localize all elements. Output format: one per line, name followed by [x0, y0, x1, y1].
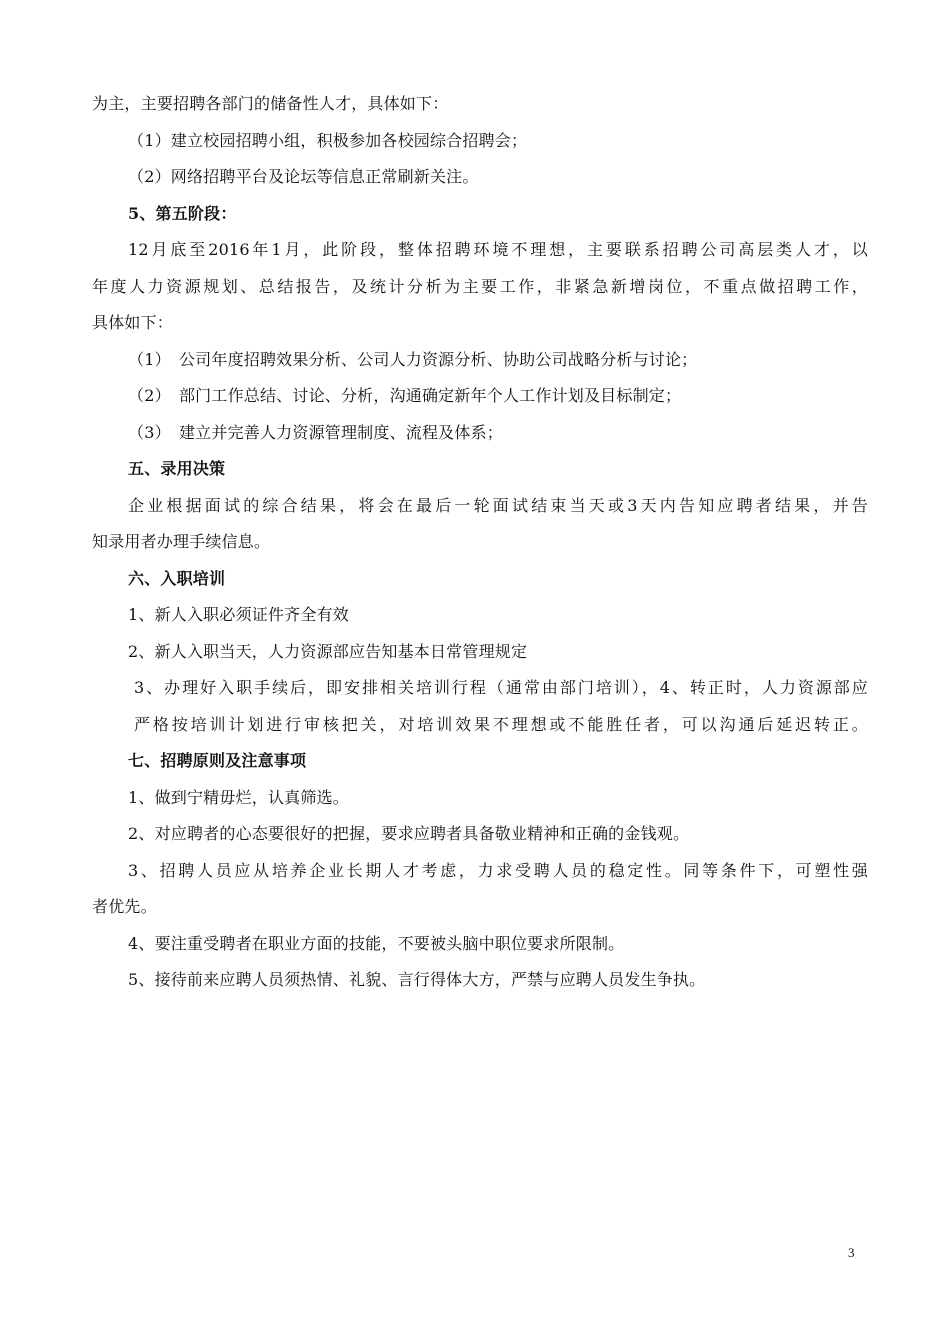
paragraph-line: 知录用者办理手续信息。	[92, 532, 271, 551]
paragraph-line: 为主，主要招聘各部门的储备性人才，具体如下：	[92, 94, 449, 113]
section-heading: 七、招聘原则及注意事项	[128, 751, 307, 770]
section-heading: 五、录用决策	[128, 459, 226, 478]
list-item: 2、新人入职当天，人力资源部应告知基本日常管理规定	[128, 642, 528, 661]
list-item: （1）建立校园招聘小组，积极参加各校园综合招聘会；	[128, 131, 528, 150]
list-item: （1） 公司年度招聘效果分析、公司人力资源分析、协助公司战略分析与讨论；	[128, 350, 698, 369]
list-item: 2、对应聘者的心态要很好的把握，要求应聘者具备敬业精神和正确的金钱观。	[128, 824, 690, 843]
list-item: 3、招聘人员应从培养企业长期人才考虑，力求受聘人员的稳定性。同等条件下，可塑性强	[128, 861, 868, 880]
paragraph-line: 者优先。	[92, 897, 157, 916]
list-item: 1、新人入职必须证件齐全有效	[128, 605, 349, 624]
paragraph-line: 具体如下：	[92, 313, 174, 332]
paragraph-line: 企业根据面试的综合结果，将会在最后一轮面试结束当天或3天内告知应聘者结果，并告	[128, 496, 868, 515]
section-heading: 六、入职培训	[128, 569, 226, 588]
list-item: （2） 部门工作总结、讨论、分析，沟通确定新年个人工作计划及目标制定；	[128, 386, 682, 405]
list-item: 4、要注重受聘者在职业方面的技能，不要被头脑中职位要求所限制。	[128, 934, 625, 953]
section-heading: 5、第五阶段：	[128, 204, 237, 223]
paragraph-line: 12月底至2016年1月，此阶段，整体招聘环境不理想，主要联系招聘公司高层类人才，以	[128, 240, 868, 259]
paragraph-line: 年度人力资源规划、总结报告，及统计分析为主要工作，非紧急新增岗位，不重点做招聘工作，	[92, 277, 868, 296]
list-item: 5、接待前来应聘人员须热情、礼貌、言行得体大方，严禁与应聘人员发生争执。	[128, 970, 706, 989]
page-number: 3	[848, 1245, 855, 1260]
list-item: （2）网络招聘平台及论坛等信息正常刷新关注。	[128, 167, 479, 186]
list-item: 1、做到宁精毋烂，认真筛选。	[128, 788, 349, 807]
list-item: （3） 建立并完善人力资源管理制度、流程及体系；	[128, 423, 503, 442]
paragraph-line: 严格按培训计划进行审核把关，对培训效果不理想或不能胜任者，可以沟通后延迟转正。	[134, 715, 868, 734]
list-item: 3、办理好入职手续后，即安排相关培训行程（通常由部门培训），4、转正时，人力资源部应	[134, 678, 868, 697]
